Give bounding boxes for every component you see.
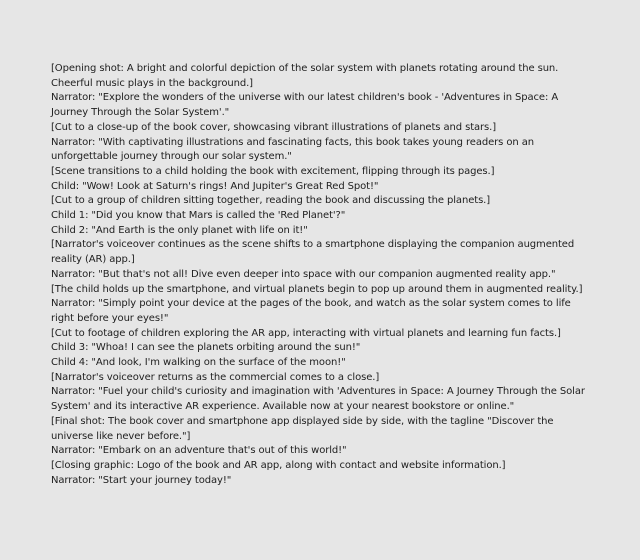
script-line: [Narrator's voiceover continues as the scene shifts to a smartphone displaying the companion augmented reality (AR) app.] bbox=[51, 239, 575, 266]
script-line: Narrator: "Start your journey today!" bbox=[51, 474, 232, 486]
script-line: Child 3: "Whoa! I can see the planets orbiting around the sun!" bbox=[51, 342, 361, 354]
script-line: [Narrator's voiceover returns as the commercial comes to a close.] bbox=[51, 371, 380, 383]
script-line: Child: "Wow! Look at Saturn's rings! And Jupiter's Great Red Spot!" bbox=[51, 180, 379, 192]
script-line: Child 4: "And look, I'm walking on the surface of the moon!" bbox=[51, 357, 346, 369]
script-line: Narrator: "But that's not all! Dive even deeper into space with our companion augmented reality app." bbox=[51, 268, 556, 280]
script-line: Child 2: "And Earth is the only planet with life on it!" bbox=[51, 224, 308, 236]
script-line: [Cut to footage of children exploring the AR app, interacting with virtual planets and learning fun facts.] bbox=[51, 327, 561, 339]
script-line: [Final shot: The book cover and smartphone app displayed side by side, with the tagline "Discover the universe like never before."] bbox=[51, 415, 554, 442]
script-line: Child 1: "Did you know that Mars is called the 'Red Planet'?" bbox=[51, 210, 346, 222]
script-line: [Cut to a close-up of the book cover, showcasing vibrant illustrations of planets and stars.] bbox=[51, 121, 497, 133]
script-line: [Cut to a group of children sitting together, reading the book and discussing the planets.] bbox=[51, 195, 491, 207]
script-line: Narrator: "Embark on an adventure that's out of this world!" bbox=[51, 445, 347, 457]
script-line: Narrator: "Simply point your device at the pages of the book, and watch as the solar system comes to life right before your eyes!" bbox=[51, 298, 571, 324]
script-text bbox=[51, 62, 596, 488]
script-line: [Closing graphic: Logo of the book and AR app, along with contact and website information.] bbox=[51, 459, 506, 471]
script-line: [Scene transitions to a child holding the book with excitement, flipping through its pages.] bbox=[51, 165, 495, 177]
script-line: [Opening shot: A bright and colorful depiction of the solar system with planets rotating around the sun. Cheerful music plays in the background.] bbox=[51, 63, 559, 89]
script-line: Narrator: "Explore the wonders of the universe with our latest children's book - 'Adventures in Space: A Journey Through the Solar System'." bbox=[51, 92, 559, 119]
script-line: [The child holds up the smartphone, and virtual planets begin to pop up around them in augmented reality.] bbox=[51, 283, 583, 295]
script-line: Narrator: "With captivating illustrations and fascinating facts, this book takes young readers on an unforgettable journey through our solar system." bbox=[51, 136, 534, 163]
script-line: Narrator: "Fuel your child's curiosity and imagination with 'Adventures in Space: A Journey Through the Solar System' and its interactive AR experience. Available now at your nearest bookstore or online." bbox=[51, 386, 585, 413]
